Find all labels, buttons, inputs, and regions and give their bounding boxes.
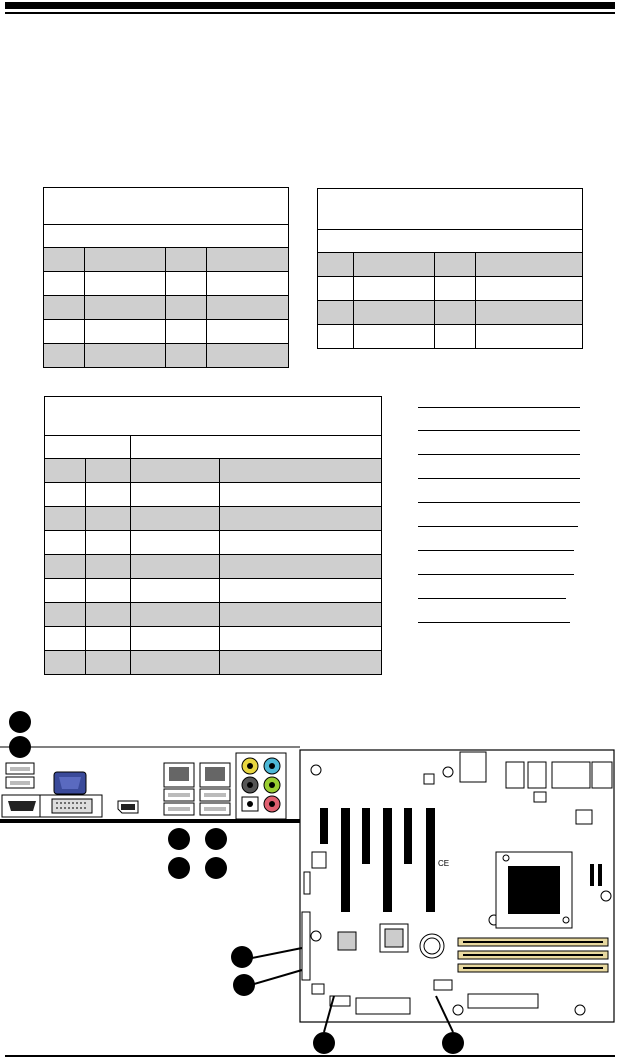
footer-rule [5,1055,615,1057]
ce-mark: CE [438,859,450,868]
